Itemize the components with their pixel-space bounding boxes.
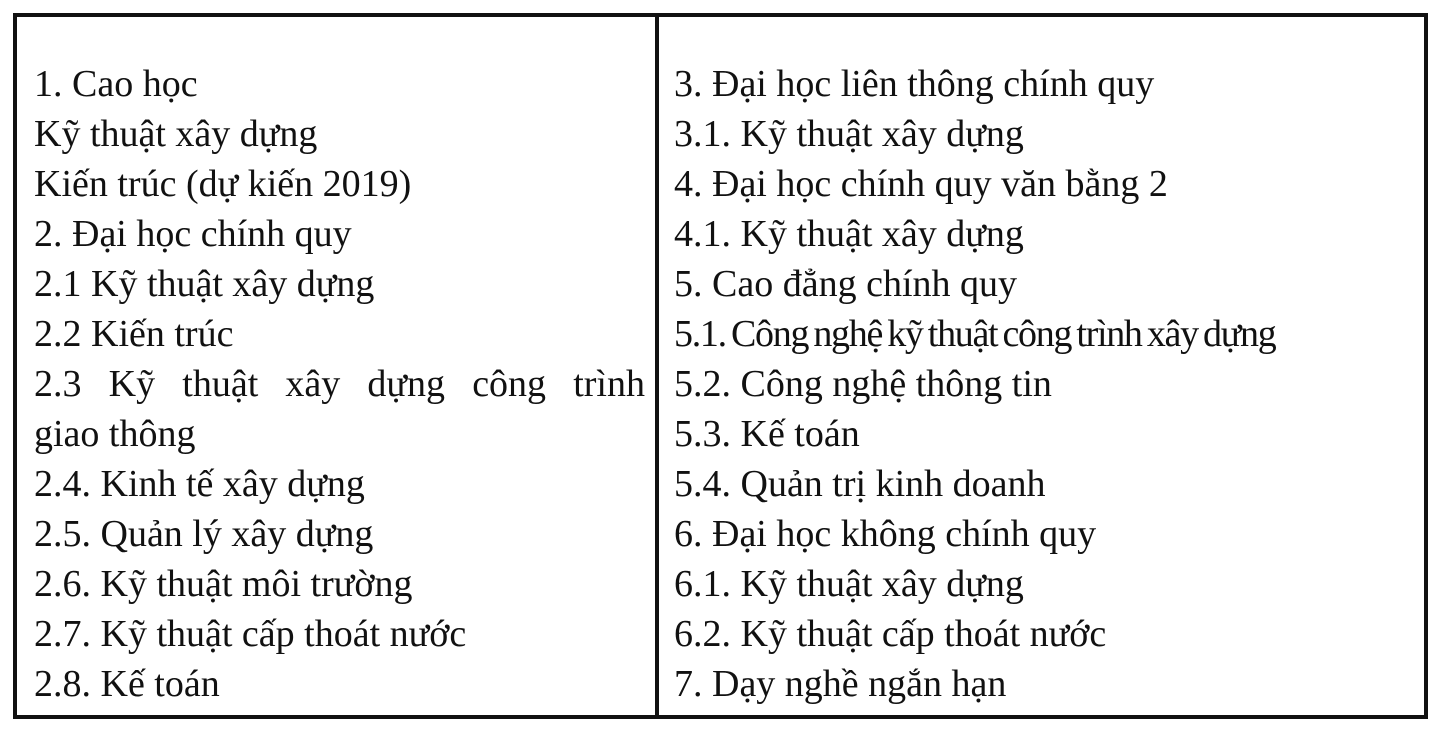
program-line: 4. Đại học chính quy văn bằng 2 xyxy=(674,163,1168,205)
program-line: giao thông xyxy=(34,413,196,455)
program-line: 3. Đại học liên thông chính quy xyxy=(674,63,1155,105)
program-line: 7. Dạy nghề ngắn hạn xyxy=(674,663,1007,705)
program-line: 2.6. Kỹ thuật môi trường xyxy=(34,563,413,605)
program-line: 3.1. Kỹ thuật xây dựng xyxy=(674,113,1024,155)
program-line: Kiến trúc (dự kiến 2019) xyxy=(34,163,412,205)
program-line: 2.4. Kinh tế xây dựng xyxy=(34,463,365,505)
left-column xyxy=(17,17,659,715)
program-line: 5.1. Công nghệ kỹ thuật công trình xây dựng xyxy=(674,313,1276,355)
program-line: 5.3. Kế toán xyxy=(674,413,860,455)
program-line: 1. Cao học xyxy=(34,63,198,105)
right-column xyxy=(659,17,1424,715)
program-line: 6.1. Kỹ thuật xây dựng xyxy=(674,563,1024,605)
program-line: 2.3 Kỹ thuật xây dựng công trình xyxy=(34,363,645,405)
program-line: 2.8. Kế toán xyxy=(34,663,220,705)
program-line: 2.2 Kiến trúc xyxy=(34,313,234,355)
program-line: 2.5. Quản lý xây dựng xyxy=(34,513,374,555)
program-line: Kỹ thuật xây dựng xyxy=(34,113,318,155)
program-table xyxy=(13,13,1428,719)
program-line: 5. Cao đẳng chính quy xyxy=(674,263,1018,305)
program-line: 5.2. Công nghệ thông tin xyxy=(674,363,1052,405)
program-line: 2. Đại học chính quy xyxy=(34,213,352,255)
program-line: 6. Đại học không chính quy xyxy=(674,513,1097,555)
program-line: 2.7. Kỹ thuật cấp thoát nước xyxy=(34,613,467,655)
program-line: 6.2. Kỹ thuật cấp thoát nước xyxy=(674,613,1107,655)
program-line: 5.4. Quản trị kinh doanh xyxy=(674,463,1046,505)
program-line: 4.1. Kỹ thuật xây dựng xyxy=(674,213,1024,255)
program-line: 2.1 Kỹ thuật xây dựng xyxy=(34,263,375,305)
